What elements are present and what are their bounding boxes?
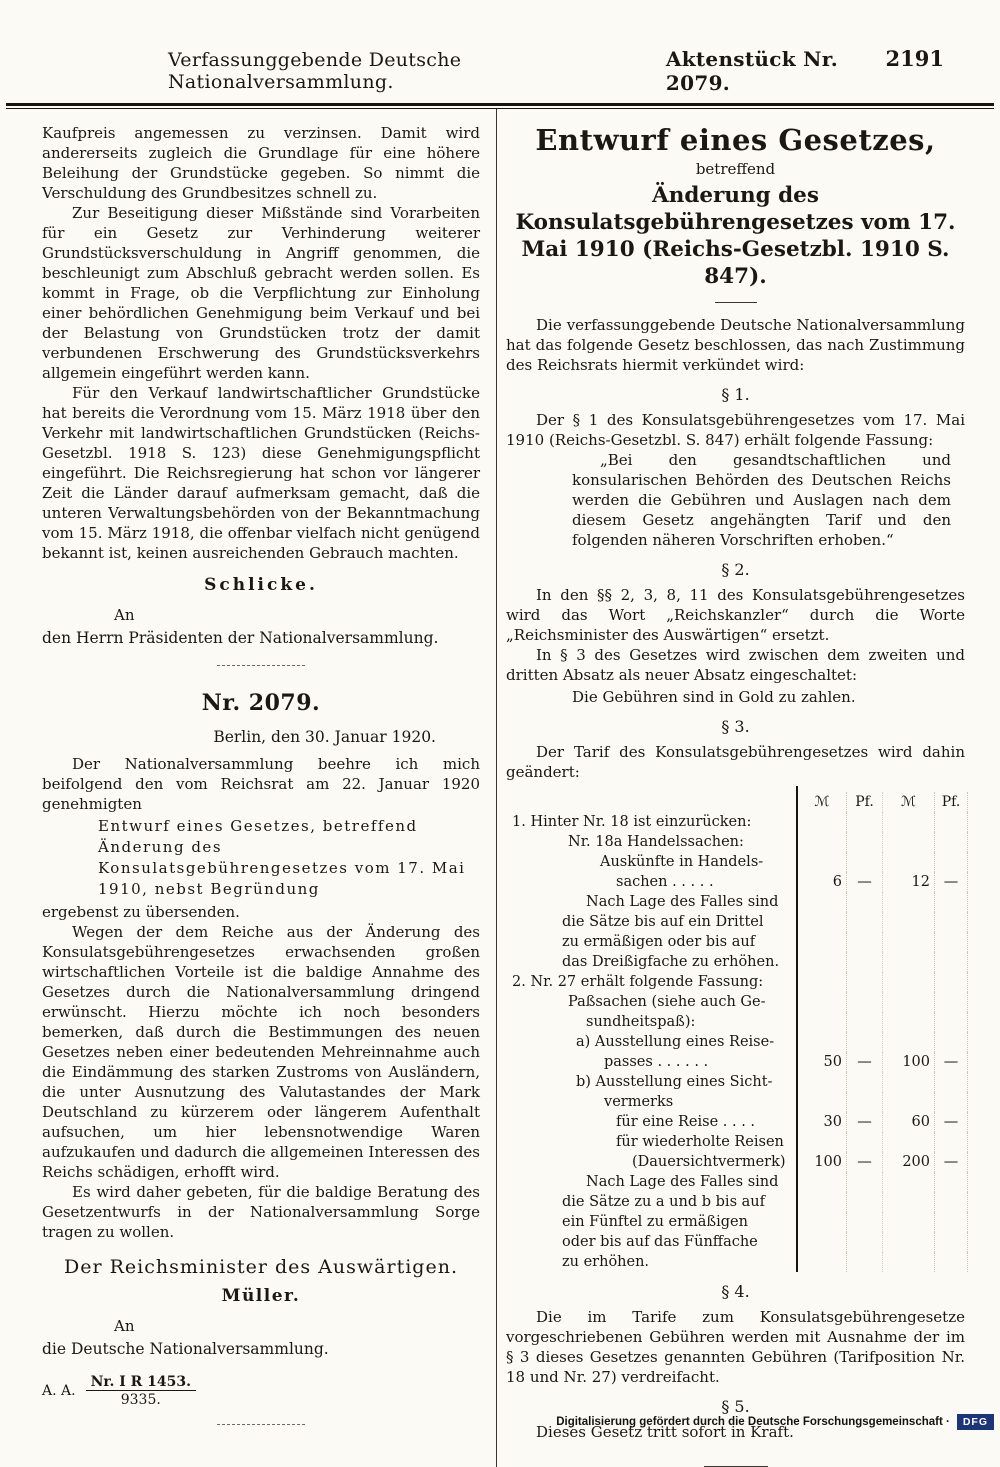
column-header-mark: ℳ	[882, 792, 934, 812]
paragraph: Der § 1 des Konsulatsgebührengesetzes vom 17. Mai 1910 (Reichs-Gesetzbl. S. 847) erhält folgende Fassung:	[506, 411, 965, 449]
signature-mueller: Müller.	[221, 1286, 301, 1306]
salutation: An	[114, 1317, 135, 1335]
fee-cell: 30	[823, 1114, 842, 1130]
fee-cell	[882, 1132, 934, 1152]
fee-cell	[846, 1012, 882, 1032]
page-header	[0, 0, 1000, 103]
tariff-row	[506, 1252, 965, 1272]
address-line: die Deutsche Nationalversammlung.	[42, 1340, 329, 1358]
file-reference-denominator: 9335.	[120, 1392, 161, 1408]
tariff-row	[506, 1152, 965, 1172]
tariff-row	[506, 1172, 965, 1192]
fee-cell	[934, 892, 968, 912]
fee-cell	[846, 1172, 882, 1192]
tariff-row	[506, 872, 965, 892]
fee-cell	[798, 912, 846, 932]
tariff-header-spacer	[506, 786, 798, 812]
fee-cell	[798, 812, 846, 832]
fee-cell	[882, 1232, 934, 1252]
tariff-row-text: sundheitspaß):	[506, 1012, 798, 1032]
tariff-table	[506, 786, 965, 1272]
tariff-row-text: vermerks	[506, 1092, 798, 1112]
inserted-clause: Die Gebühren sind in Gold zu zahlen.	[572, 688, 856, 706]
law-draft-subtitle-word: betreffend	[695, 160, 776, 178]
file-reference-numerator: Nr. I R 1453.	[86, 1374, 196, 1391]
fee-cell	[798, 932, 846, 952]
fee-cell	[798, 1212, 846, 1232]
tariff-row	[506, 1092, 965, 1112]
fee-cell	[798, 1252, 846, 1272]
fee-cell	[934, 812, 968, 832]
fee-cell	[846, 1232, 882, 1252]
page-number: 2191	[885, 46, 944, 71]
tariff-row-text: die Sätze zu a und b bis auf	[506, 1192, 798, 1212]
tariff-row	[506, 912, 965, 932]
fee-cell	[846, 1032, 882, 1052]
fee-cell	[798, 1132, 846, 1152]
tariff-header-row	[506, 786, 965, 812]
fee-cell	[798, 1012, 846, 1032]
fee-cell	[934, 1212, 968, 1232]
fee-cell	[934, 1252, 968, 1272]
fee-cell	[846, 912, 882, 932]
fee-cell	[798, 832, 846, 852]
fee-cell	[934, 972, 968, 992]
tariff-row-text: das Dreißigfache zu erhöhen.	[506, 952, 798, 972]
paragraph: Es wird daher gebeten, für die baldige Beratung des Gesetzentwurfs in der Nationalversammlung Sorge tragen zu wollen.	[42, 1183, 480, 1241]
fee-cell	[882, 1072, 934, 1092]
fee-cell	[846, 852, 882, 872]
fee-cell	[882, 1032, 934, 1052]
left-column	[0, 109, 497, 1467]
tariff-row-text: Auskünfte in Handels-	[506, 852, 798, 872]
fee-cell	[882, 852, 934, 872]
fee-cell	[798, 1192, 846, 1212]
paragraph: In § 3 des Gesetzes wird zwischen dem zweiten und dritten Absatz als neuer Absatz eingeschaltet:	[506, 646, 965, 684]
tariff-row-text: für wiederholte Reisen	[506, 1132, 798, 1152]
fee-cell	[882, 892, 934, 912]
fee-cell: —	[934, 1052, 968, 1072]
tariff-row-text: oder bis auf das Fünffache	[506, 1232, 798, 1252]
fee-cell	[798, 952, 846, 972]
tariff-row	[506, 832, 965, 852]
tariff-row	[506, 952, 965, 972]
fee-cell	[846, 1092, 882, 1112]
tariff-row-text: zu ermäßigen oder bis auf	[506, 932, 798, 952]
fee-cell	[882, 1172, 934, 1192]
fee-cell	[934, 852, 968, 872]
two-column-body	[0, 109, 1000, 1467]
dateline: Berlin, den 30. Januar 1920.	[213, 728, 436, 746]
fee-cell	[882, 912, 934, 932]
digitization-footer	[556, 1414, 994, 1430]
fee-cell	[798, 1172, 846, 1192]
fee-cell	[882, 932, 934, 952]
fee-cell: 100	[882, 1052, 934, 1072]
tariff-row-text: (Dauersichtvermerk)	[506, 1152, 798, 1172]
tariff-row-text: b) Ausstellung eines Sicht-	[506, 1072, 798, 1092]
section-heading-3: § 3.	[721, 717, 750, 736]
fee-cell	[934, 952, 968, 972]
fee-cell: —	[934, 1152, 968, 1172]
fee-cell: —	[934, 1112, 968, 1132]
tariff-row-text: Paßsachen (siehe auch Ge-	[506, 992, 798, 1012]
fee-cell	[882, 1092, 934, 1112]
tariff-row-text: Nach Lage des Falles sind	[506, 892, 798, 912]
fee-cell	[934, 992, 968, 1012]
fee-cell	[846, 812, 882, 832]
paragraph: Der Tarif des Konsulatsgebührengesetzes wird dahin geändert:	[506, 743, 965, 781]
tariff-row-text: die Sätze bis auf ein Drittel	[506, 912, 798, 932]
section-divider	[217, 665, 305, 666]
dfg-logo: DFG	[957, 1414, 994, 1430]
digitization-credit: Digitalisierung gefördert durch die Deutsche Forschungsgemeinschaft ·	[556, 1416, 950, 1428]
paragraph: Zur Beseitigung dieser Mißstände sind Vorarbeiten für ein Gesetz zur Verhinderung weiterer Grundstücksverschuldung in Angriff genommen, die beschleunigt zum Abschluß gebracht werden sollen. Es kommt in Frage, ob die Verpflichtung zur Einholung einer behördlichen Genehmigung beim Verkauf und bei der Belastung von Grundstücken trotz der damit verbundenen Erschwerung des Grundstücksverkehrs allgemein eingeführt werden kann.	[42, 204, 480, 382]
fee-cell: —	[934, 872, 968, 892]
fee-cell	[846, 832, 882, 852]
tariff-row	[506, 812, 965, 832]
fee-cell	[798, 972, 846, 992]
quoted-provision: „Bei den gesandtschaftlichen und konsularischen Behörden des Deutschen Reichs werden die Gebühren und Auslagen nach dem diesem Gesetz angehängten Tarif und den folgenden näheren Vorschriften erhoben.“	[572, 451, 951, 549]
law-draft-subtitle: Änderung des Konsulatsgebührengesetzes vom 17. Mai 1910 (Reichs-Gesetzbl. 1910 S. 847).	[515, 183, 956, 289]
section-divider	[217, 1424, 305, 1425]
tariff-row	[506, 892, 965, 912]
tariff-row	[506, 932, 965, 952]
fee-cell	[846, 1132, 882, 1152]
journal-title: Verfassunggebende Deutsche Nationalversammlung.	[168, 49, 462, 93]
fee-cell	[934, 1132, 968, 1152]
fee-cell	[882, 992, 934, 1012]
fee-cell	[882, 972, 934, 992]
fee-cell	[882, 812, 934, 832]
paragraph: Die im Tarife zum Konsulatsgebührengesetze vorgeschriebenen Gebühren werden mit Ausnahme der im § 3 dieses Gesetzes genannten Gebühren (Tarifposition Nr. 18 und Nr. 27) verdreifacht.	[506, 1308, 965, 1386]
section-heading-5: § 5.	[721, 1397, 750, 1416]
paragraph: Kaufpreis angemessen zu verzinsen. Damit wird andererseits zugleich die Grundlage für eine höhere Beleihung der Grundstücke gegeben. So nimmt die Verschuldung des Grundbesitzes schnell zu.	[42, 124, 480, 202]
fee-cell: —	[846, 872, 882, 892]
tariff-row	[506, 1232, 965, 1252]
fee-cell	[882, 1252, 934, 1272]
fee-cell	[846, 892, 882, 912]
fee-cell: —	[846, 1112, 882, 1132]
preamble: Die verfassunggebende Deutsche Nationalversammlung hat das folgende Gesetz beschlossen, das nach Zustimmung des Reichsrats hiermit verkündet wird:	[506, 316, 965, 374]
section-divider	[715, 302, 757, 303]
section-heading-2: § 2.	[721, 560, 750, 579]
paragraph: ergebenst zu übersenden.	[42, 903, 240, 921]
fee-cell	[934, 1072, 968, 1092]
fee-cell	[882, 952, 934, 972]
fee-cell	[934, 1232, 968, 1252]
fee-cell	[934, 912, 968, 932]
salutation: An	[114, 606, 135, 624]
fee-cell	[798, 1032, 846, 1052]
tariff-row	[506, 1012, 965, 1032]
fee-cell	[882, 1192, 934, 1212]
tariff-row	[506, 1072, 965, 1092]
fee-cell	[846, 952, 882, 972]
paragraph: Dieses Gesetz tritt sofort in Kraft.	[536, 1423, 794, 1441]
fee-cell	[846, 1192, 882, 1212]
file-reference-prefix: A. A.	[42, 1383, 76, 1399]
paragraph: Der Nationalversammlung beehre ich mich beifolgend den vom Reichsrat am 22. Januar 1920 genehmigten	[42, 755, 480, 813]
fee-cell: —	[846, 1052, 882, 1072]
tariff-row	[506, 992, 965, 1012]
tariff-row-text: für eine Reise . . . .	[506, 1112, 798, 1132]
tariff-row	[506, 1052, 965, 1072]
fee-cell	[798, 892, 846, 912]
signature-schlicke: Schlicke.	[204, 575, 318, 595]
fee-cell	[934, 932, 968, 952]
law-draft-title: Entwurf eines Gesetzes,	[535, 123, 936, 157]
right-column	[497, 109, 1000, 1467]
paragraph: In den §§ 2, 3, 8, 11 des Konsulatsgebührengesetzes wird das Wort „Reichskanzler“ durch die Worte „Reichsminister des Auswärtigen“ ersetzt.	[506, 586, 965, 644]
docket-number: Aktenstück Nr. 2079.	[665, 47, 838, 95]
document-number-heading: Nr. 2079.	[201, 690, 321, 716]
fee-cell	[846, 992, 882, 1012]
fee-cell	[798, 1232, 846, 1252]
tariff-row	[506, 1112, 965, 1132]
fee-cell: —	[846, 1152, 882, 1172]
column-header-mark: ℳ	[814, 794, 830, 810]
fee-cell	[798, 1092, 846, 1112]
paragraph: Wegen der dem Reiche aus der Änderung des Konsulatsgebührengesetzes erwachsenden großen wirtschaftlichen Vorteile ist die baldige Annahme des Gesetzes durch die Nationalversammlung dringend erwünscht. Hierzu möchte ich noch besonders bemerken, daß durch die Bestimmungen des neuen Gesetzes neben einer bedeutenden Mehreinnahme auch die Eindämmung des starken Zustroms von Ausländern, die unter Ausnutzung des Valutastandes der Mark Deutschland zu kürzerem oder längerem Aufenthalt aufsuchen, um hier lebensnotwendige Waren aufzukaufen und dadurch die allgemeinen Interessen des Reichs schädigen, erhofft wird.	[42, 923, 480, 1181]
file-reference	[42, 1374, 480, 1408]
tariff-row-text: passes . . . . . .	[506, 1052, 798, 1072]
fee-cell	[934, 1092, 968, 1112]
section-heading-4: § 4.	[721, 1282, 750, 1301]
tariff-row-text: zu erhöhen.	[506, 1252, 798, 1272]
fee-cell	[882, 832, 934, 852]
tariff-row	[506, 1132, 965, 1152]
section-heading-1: § 1.	[721, 385, 750, 404]
column-header-pfennig: Pf.	[846, 792, 882, 812]
fee-cell	[846, 1212, 882, 1232]
fee-cell: 200	[882, 1152, 934, 1172]
fee-cell	[882, 1212, 934, 1232]
tariff-row-text: Nr. 18a Handelssachen:	[506, 832, 798, 852]
fee-cell	[934, 832, 968, 852]
fee-cell	[798, 852, 846, 872]
fee-cell	[798, 992, 846, 1012]
fee-cell	[846, 932, 882, 952]
fee-cell	[846, 1072, 882, 1092]
fee-cell: 12	[882, 872, 934, 892]
fee-cell	[882, 1012, 934, 1032]
fee-cell: 60	[882, 1112, 934, 1132]
tariff-row-text: ein Fünftel zu ermäßigen	[506, 1212, 798, 1232]
tariff-row	[506, 852, 965, 872]
fee-cell: 6	[832, 874, 842, 890]
fee-cell	[934, 1032, 968, 1052]
fee-cell	[846, 1252, 882, 1272]
column-header-pfennig: Pf.	[934, 792, 968, 812]
paragraph: Für den Verkauf landwirtschaftlicher Grundstücke hat bereits die Verordnung vom 15. März 1918 über den Verkehr mit landwirtschaftlichen Grundstücken (Reichs-Gesetzbl. 1918 S. 123) diese Genehmigungspflicht eingeführt. Die Reichsregierung hat schon vor längerer Zeit die Länder darauf aufmerksam gemacht, daß die unteren Verwaltungsbehörden von der Bekanntmachung vom 15. März 1918, die offenbar vielfach nicht genügend bekannt ist, keinen ausreichenden Gebrauch machten.	[42, 384, 480, 562]
law-title-reference: Entwurf eines Gesetzes, betreffend Änderung des Konsulatsgebührengesetzes vom 17. Mai 1910, nebst Begründung	[98, 817, 466, 898]
file-reference-fraction	[86, 1374, 196, 1408]
address-line: den Herrn Präsidenten der Nationalversammlung.	[42, 629, 439, 647]
tariff-row	[506, 1192, 965, 1212]
fee-cell	[798, 1072, 846, 1092]
tariff-row	[506, 1212, 965, 1232]
fee-cell	[934, 1012, 968, 1032]
minister-title: Der Reichsminister des Auswärtigen.	[64, 1256, 458, 1278]
tariff-row-text: Nach Lage des Falles sind	[506, 1172, 798, 1192]
fee-cell: 100	[814, 1154, 842, 1170]
tariff-row	[506, 972, 965, 992]
fee-cell	[846, 972, 882, 992]
fee-cell: 50	[823, 1054, 842, 1070]
tariff-row-text: 2. Nr. 27 erhält folgende Fassung:	[506, 972, 798, 992]
tariff-row-text: sachen . . . . .	[506, 872, 798, 892]
tariff-row-text: a) Ausstellung eines Reise-	[506, 1032, 798, 1052]
fee-cell	[934, 1172, 968, 1192]
tariff-row	[506, 1032, 965, 1052]
tariff-row-text: 1. Hinter Nr. 18 ist einzurücken:	[506, 812, 798, 832]
fee-cell	[934, 1192, 968, 1212]
